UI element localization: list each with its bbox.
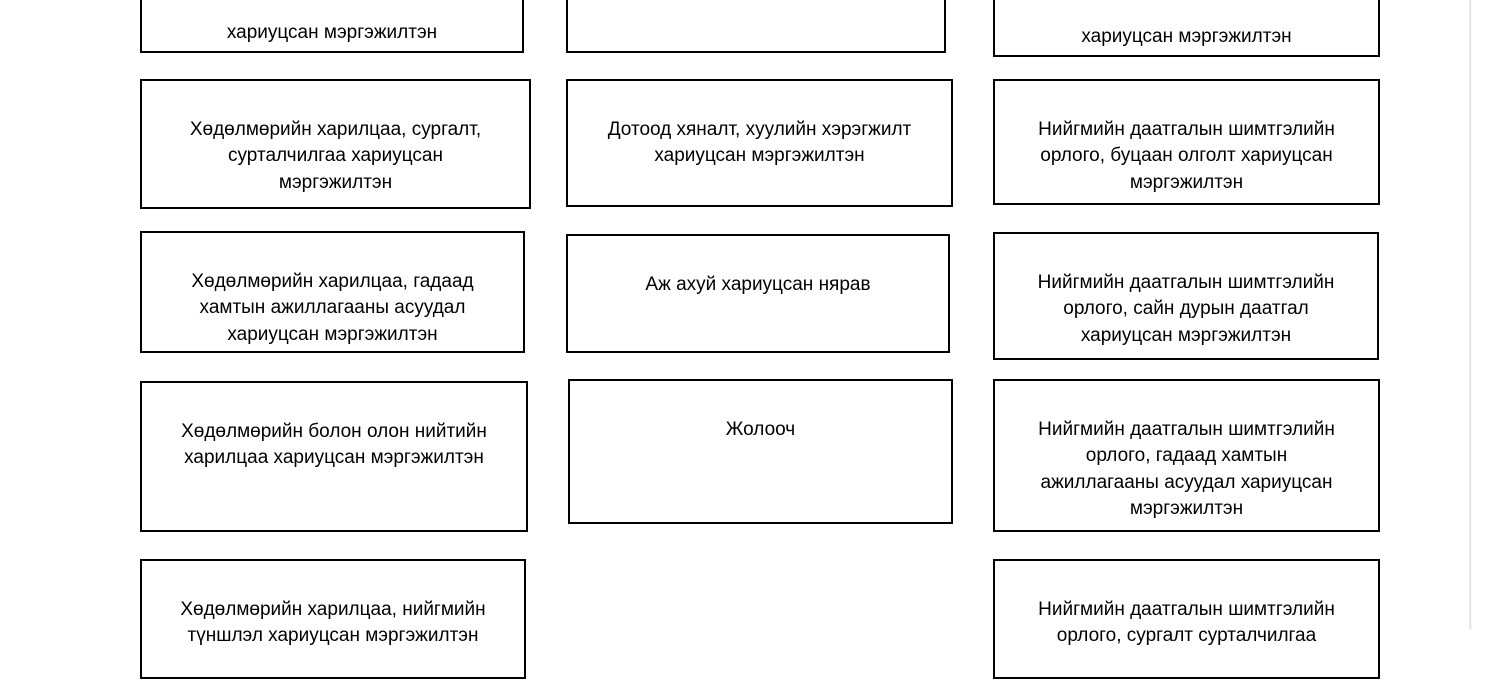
box-right-row3-text: Нийгмийн даатгалын шимтгэлийн орлого, гадаад хамтын ажиллагааны асуудал хариуцсан мэргэжилтэн <box>1038 418 1335 519</box>
box-right-row0 <box>993 0 1380 57</box>
box-middle-row1-text: Дотоод хяналт, хуулийн хэрэгжилт хариуцсан мэргэжилтэн <box>607 118 912 166</box>
box-middle-row0 <box>566 0 946 53</box>
box-left-row2 <box>140 231 525 353</box>
box-left-row3-text: Хөдөлмөрийн болон олон нийтийн харилцаа хариуцсан мэргэжилтэн <box>181 420 487 468</box>
box-right-row2 <box>993 232 1379 360</box>
box-middle-row2 <box>566 234 950 353</box>
box-right-row0-text: хариуцсан мэргэжилтэн <box>1081 25 1292 47</box>
page-edge-shadow <box>1466 0 1500 630</box>
box-left-row4-text: Хөдөлмөрийн харилцаа, нийгмийн түншлэл хариуцсан мэргэжилтэн <box>180 598 486 646</box>
box-right-row2-text: Нийгмийн даатгалын шимтгэлийн орлого, сайн дурын даатгал хариуцсан мэргэжилтэн <box>1037 271 1335 346</box>
box-middle-row3-text: Жолооч <box>725 418 796 440</box>
box-middle-row3 <box>568 379 953 524</box>
box-middle-row2-text: Аж ахуй хариуцсан нярав <box>645 273 871 295</box>
box-right-row4-text: Нийгмийн даатгалын шимтгэлийн орлого, сургалт сурталчилгаа <box>1038 598 1335 646</box>
box-middle-row1 <box>566 79 953 207</box>
box-left-row3 <box>140 381 528 532</box>
box-right-row3 <box>993 379 1380 532</box>
box-left-row4 <box>140 559 526 679</box>
box-right-row4 <box>993 559 1380 679</box>
box-left-row1-text: Хөдөлмөрийн харилцаа, сургалт, сурталчилгаа хариуцсан мэргэжилтэн <box>189 118 482 193</box>
box-right-row1-text: Нийгмийн даатгалын шимтгэлийн орлого, буцаан олголт хариуцсан мэргэжилтэн <box>1038 118 1335 193</box>
box-left-row2-text: Хөдөлмөрийн харилцаа, гадаад хамтын ажиллагааны асуудал хариуцсан мэргэжилтэн <box>191 270 474 345</box>
box-right-row1 <box>993 79 1380 205</box>
box-left-row0-text: хариуцсан мэргэжилтэн <box>226 21 438 43</box>
box-left-row1 <box>140 79 531 209</box>
box-left-row0 <box>140 0 524 53</box>
